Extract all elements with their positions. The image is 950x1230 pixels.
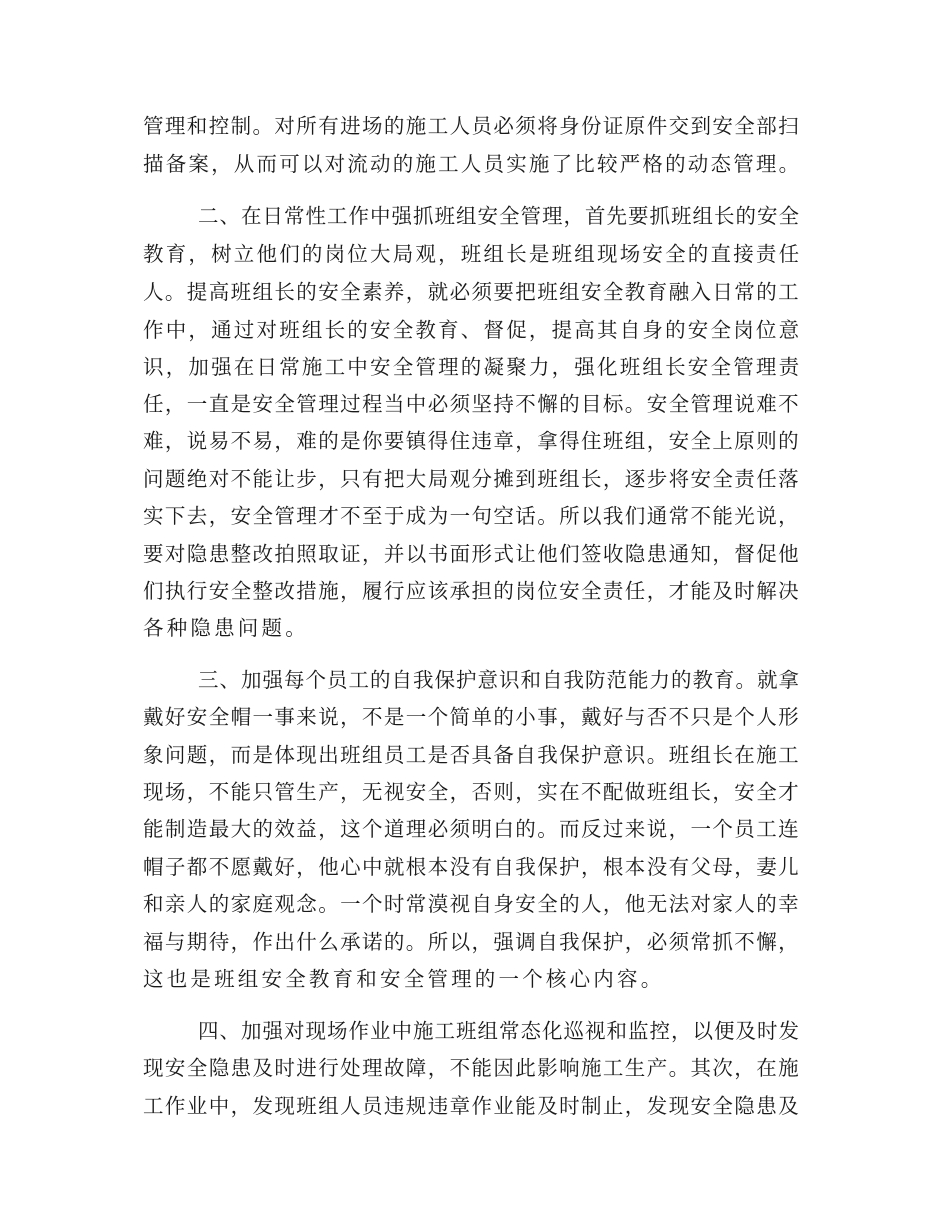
text-line: 四、加强对现场作业中施工班组常态化巡视和监控，以便及时发 xyxy=(198,1019,800,1043)
text-line: 帽子都不愿戴好，他心中就根本没有自我保护，根本没有父母，妻儿 xyxy=(143,855,800,879)
text-line: 工作业中，发现班组人员违规违章作业能及时制止，发现安全隐患及 xyxy=(143,1094,800,1118)
text-line: 二、在日常性工作中强抓班组安全管理，首先要抓班组长的安全 xyxy=(198,204,800,228)
text-line: 作中，通过对班组长的安全教育、督促，提高其自身的安全岗位意 xyxy=(143,318,802,342)
text-line: 各种隐患问题。 xyxy=(143,616,309,640)
text-line: 们执行安全整改措施，履行应该承担的岗位安全责任，才能及时解决 xyxy=(143,579,800,603)
text-line: 这也是班组安全教育和安全管理的一个核心内容。 xyxy=(143,967,665,991)
text-line: 象问题，而是体现出班组员工是否具备自我保护意识。班组长在施工 xyxy=(143,743,800,767)
text-line: 管理和控制。对所有进场的施工人员必须将身份证原件交到安全部扫 xyxy=(143,114,800,138)
text-line: 识，加强在日常施工中安全管理的凝聚力，强化班组长安全管理责 xyxy=(143,355,802,379)
text-line: 三、加强每个员工的自我保护意识和自我防范能力的教育。就拿 xyxy=(198,668,800,692)
text-line: 教育，树立他们的岗位大局观，班组长是班组现场安全的直接责任 xyxy=(143,242,802,266)
text-line: 和亲人的家庭观念。一个时常漠视自身安全的人，他无法对家人的幸 xyxy=(143,892,800,916)
text-line: 要对隐患整改拍照取证，并以书面形式让他们签收隐患通知，督促他 xyxy=(143,542,800,566)
text-line: 问题绝对不能让步，只有把大局观分摊到班组长，逐步将安全责任落 xyxy=(143,467,800,491)
text-line: 现场，不能只管生产，无视安全，否则，实在不配做班组长，安全才 xyxy=(143,780,800,804)
text-line: 难，说易不易，难的是你要镇得住违章，拿得住班组，安全上原则的 xyxy=(143,429,800,453)
text-line: 福与期待，作出什么承诺的。所以，强调自我保护，必须常抓不懈， xyxy=(143,930,800,954)
text-line: 人。提高班组长的安全素养，就必须要把班组安全教育融入日常的工 xyxy=(143,280,800,304)
text-line: 实下去，安全管理才不至于成为一句空话。所以我们通常不能光说， xyxy=(143,504,800,528)
text-line: 戴好安全帽一事来说，不是一个简单的小事，戴好与否不只是个人形 xyxy=(143,705,800,729)
text-line: 现安全隐患及时进行处理故障，不能因此影响施工生产。其次，在施 xyxy=(143,1056,800,1080)
text-line: 能制造最大的效益，这个道理必须明白的。而反过来说，一个员工连 xyxy=(143,817,800,841)
text-line: 描备案，从而可以对流动的施工人员实施了比较严格的动态管理。 xyxy=(143,152,802,176)
text-line: 任，一直是安全管理过程当中必须坚持不懈的目标。安全管理说难不 xyxy=(143,392,800,416)
